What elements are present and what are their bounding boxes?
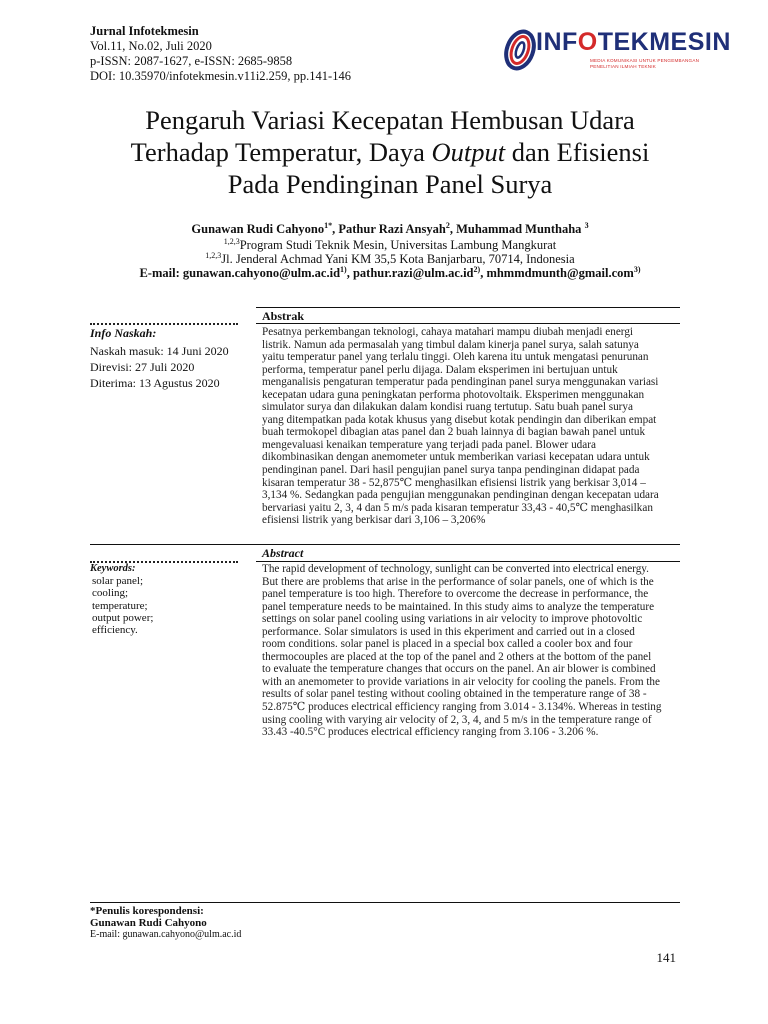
abstract-line: results of solar panel testing without cooling obtained in the temperature range of 38 - [262,688,647,701]
keywords-list [90,575,153,636]
abstrak-heading-rule [256,323,680,324]
abstract-line: thermocouples are placed at the top of the panel and 2 others at the bottom of the panel [262,650,652,663]
journal-doi: DOI: 10.35970/infotekmesin.v11i2.259, pp.141-146 [90,69,351,83]
abstrak-line: bervariasi yaitu 2, 3, 4 dan 5 m/s pada kisaran temperatur 33,43 - 40,5℃ menghasilkan [262,501,653,514]
article-info [90,326,229,390]
abstract-line: using cooling with varying air velocity of 2, 3, 4, and 5 m/s in the temperature range of [262,713,652,726]
keyword-item: efficiency. [92,624,138,637]
abstrak-line: mengevaluasi kenaikan temperature yang terjadi pada panel. Blower udara [262,438,596,451]
abstrak-line: menganalisis pengaturan temperatur pada pendinginan panel surya menggunakan variasi [262,376,659,389]
abstrak-body [262,326,678,527]
title-line-2: Terhadap Temperatur, Daya Output dan Efisiensi [130,137,650,167]
abstrak-top-rule [256,307,680,308]
logo-tagline-1: MEDIA KOMUNIKASI UNTUK PENGEMBANGAN [590,58,700,63]
abstract-line: settings on solar panel cooling using variations in air velocity to improve photovoltic [262,613,643,626]
correspondence-note [90,906,241,941]
abstract-top-rule [90,544,680,545]
journal-name: Jurnal Infotekmesin [90,24,199,38]
logo-swoosh-icon [500,26,540,72]
journal-issn: p-ISSN: 2087-1627, e-ISSN: 2685-9858 [90,54,293,68]
logo-wordmark: INFOTEKMESIN [536,28,731,56]
keyword-item: output power; [92,611,154,624]
abstract-line: room conditions. solar panel is placed in a special box called a cooler box and four [262,638,633,651]
correspondence-email: E-mail: gunawan.cahyono@ulm.ac.id [90,929,242,940]
abstrak-line: yang ditempatkan pada kotak khusus yang disebut kotak pendingin dan diberikan empat [262,413,657,426]
abstrak-line: 3,134 %. Sedangkan pada pengujian menggunakan pendinginan dengan kecepatan udara [262,489,659,502]
title-line-3: Pada Pendinginan Panel Surya [227,169,553,199]
info-received: Naskah masuk: 14 Juni 2020 [90,344,229,358]
abstrak-line: yaitu temperatur panel yang terlalu tinggi. Oleh karena itu untuk mengatasi penurunan [262,351,649,364]
affiliation-1: $^{1,2,3}$Program Studi Teknik Mesin, Universitas Lambung Mangkurat [223,237,557,252]
abstract-line: performance. Solar simulators is used in this ekperiment and carried out in a closed [262,625,635,638]
abstract-line: 33.43 -40.5°C produces electrical efficiency ranging from 3.106 - 3.206 %. [262,726,599,739]
keyword-item: cooling; [92,587,129,600]
correspondence-name: Gunawan Rudi Cahyono [90,916,207,929]
paper-title [60,104,720,200]
abstract-line: 52.875℃ produces electrical efficiency ranging from 3.014 - 3.134%. Whereas in testing [262,701,662,714]
info-label: Info Naskah: [90,326,157,340]
abstrak-line: dikombinasikan dengan anemometer untuk memberikan variasi kecepatan udara untuk [262,451,650,464]
abstrak-line: buah termokopel dibagian atas panel dan 2 buah lainnya di bagian bawah panel untuk [262,426,646,439]
abstrak-line: Pesatnya perkembangan teknologi, cahaya matahari mampu diubah menjadi energi [262,326,634,338]
logo-tagline-2: PENELITIAN ILMIAH TEKNIK [590,64,656,69]
abstract-line: to evaluate the temperature changes that occurs on the panel. An air blower is combined [262,663,656,676]
affiliation-2: $^{1,2,3}$Jl. Jenderal Achmad Yani KM 35,5 Kota Banjarbaru, 70714, Indonesia [205,251,575,266]
keywords-block [90,563,153,636]
abstrak-line: efisiensi listrik yang berkisar dari 3,106 – 3,206% [262,514,486,527]
abstract-line: The rapid development of technology, sunlight can be converted into electrical energy. [262,563,649,575]
abstract-heading: Abstract [262,546,304,560]
correspondence-label: *Penulis korespondensi: [90,905,204,917]
journal-volume: Vol.11, No.02, Juli 2020 [90,39,212,53]
abstract-body [262,563,678,739]
info-dotted-rule [90,323,238,325]
author-emails: E-mail: $gunawan.cahyono@ulm.ac.id^{1)}$, $pathur.razi@ulm.ac.id^{2)}$, mhmmdmunth@gmail.com$^{3)}$ [139,265,641,280]
keywords-label: Keywords: [90,563,136,574]
keyword-item: solar panel; [92,575,144,587]
abstract-heading-rule [256,561,680,562]
journal-header [90,24,351,84]
journal-logo [500,24,731,74]
abstrak-line: listrik. Namun ada permasalah yang timbul dalam kinerja panel surya, salah satunya [262,338,639,351]
abstract-line: panel temperature needs to be maintained. In this study aims to analyze the temperature [262,600,655,613]
abstrak-heading: Abstrak [262,309,305,323]
info-revised: Direvisi: 27 Juli 2020 [90,359,195,374]
abstrak-line: simulator surya dan dilakukan dalam kondisi ruang tertutup. Satu buah panel surya [262,401,633,414]
info-accepted: Diterima: 13 Agustus 2020 [90,375,220,390]
author-list: Gunawan Rudi Cahyono$^{1*}$, Pathur Razi Ansyah$^2$, Muhammad Munthaha $^3$ [191,221,589,236]
abstrak-line: kisaran temperatur 38 - 52,875℃ menghasilkan efisiensi listrik yang berkisar 3,014 – [262,476,646,489]
abstract-line: panel temperature is too high. Therefore to overcome the decrease in performance, the [262,588,649,601]
abstrak-line: kecepatan udara guna peningkatan performa photovoltaik. Eksperimen menggunakan [262,388,645,401]
footnote-rule [90,902,680,903]
page-number: 141 [656,950,676,965]
abstract-line: with an anemometer to provide variations in air velocity for cooling the panels. From the [262,675,660,688]
title-line-1: Pengaruh Variasi Kecepatan Hembusan Udara [145,105,635,135]
abstrak-line: pendinginan panel. Dari hasil pengujian panel surya tanpa pendinginan didapat pada [262,464,640,477]
abstract-line: But there are problems that arise in the performance of solar panels, one of which is the [262,575,654,588]
abstrak-line: performa, temperatur panel perlu dijaga. Dalam eksperimen ini bertujuan untuk [262,363,618,376]
keyword-item: temperature; [92,599,148,612]
